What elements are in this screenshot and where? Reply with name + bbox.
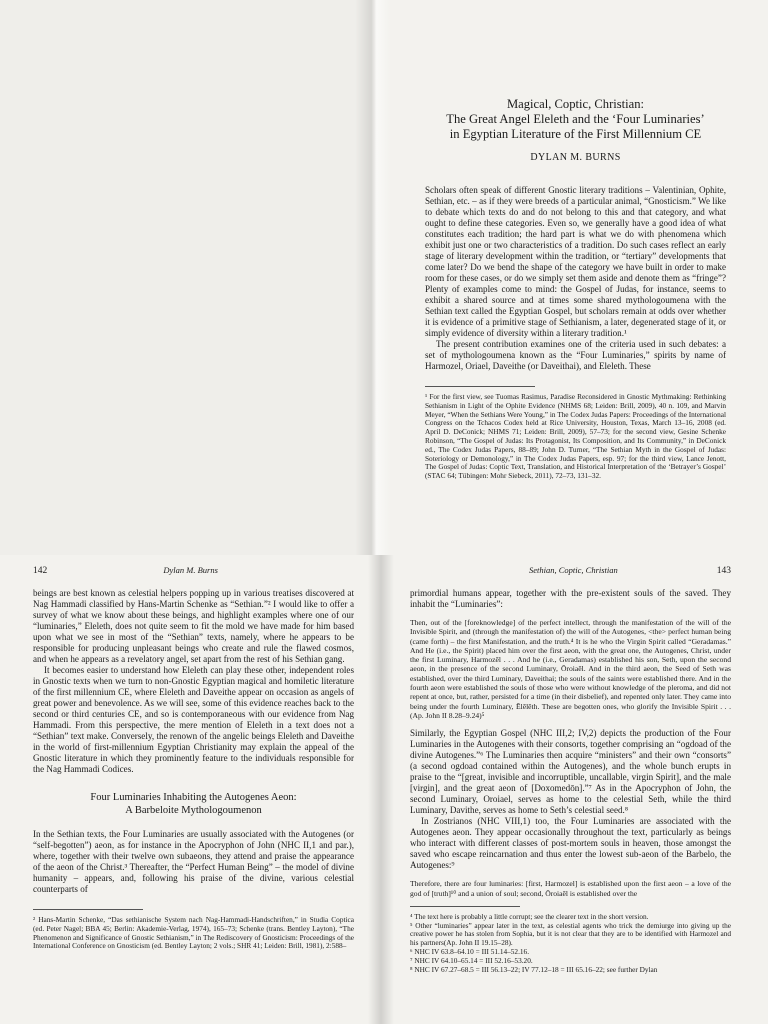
page-number: 143 [716,566,731,576]
footnote: ⁴ The text here is probably a little corrupt; see the clearer text in the short version. [410,911,649,921]
page-number: 142 [33,566,48,576]
running-head [33,565,354,576]
article-title-line-3: in Egyptian Literature of the First Millennium CE [449,127,702,141]
footnote: ⁷ NHC IV 64.10–65.14 = III 52.16–53.20. [410,955,533,965]
section-heading-line-2: A Barbeloite Mythologoumenon [125,805,262,816]
running-head-title: Dylan M. Burns [163,565,218,575]
article-title-line-1: Magical, Coptic, Christian: [506,97,645,111]
footnote-rule [410,906,520,907]
body-paragraph: primordial humans appear, together with the pre-existent souls of the saved. They inhabit the “Luminaries”: [410,588,731,609]
footnote: ⁸ NHC IV 67.27–68.5 = III 56.13–22; IV 77.12–18 = III 65.16–22; see further Dylan [410,964,658,974]
body-paragraph: beings are best known as celestial helpers popping up in various treatises discovered at Nag Hammadi classified by Hans-Martin Schenke as “Sethian.”² I would like to offer a survey of what we know about these beings, and highlight examples where one of our “luminaries,” Eleleth, does not quite seem to fit the mold we have made for him based upon what we see in most of the “Sethian” texts, namely, where he appears to be responsible for producing unpleasant beings who create and rule the flawed cosmos, and when he appears as a revelatory angel, set apart from the rest of his Sethian gang. [33,588,354,664]
block-quote: Then, out of the [foreknowledge] of the perfect intellect, through the manifestation of the will of the Invisible Spirit, and (through the manifestation of) the will of the Autogenes, <the> perfect human being (came forth) – the first Manifestation, and the truth.⁴ It is he who the Virgin Spirit called “Geradamas.” And He (i.e., the Spirit) placed him over the first aeon, with the great one, the Autogenes, Christ, under the first Luminary, Harmozēl . . . And he (i.e., Geradamas) established his son, Seth, upon the second aeon, in the presence of the second Luminary, Ōroiaēl. And in the third aeon, the Seed of Seth was established, over the third Luminary, Daveithai; the souls of the saints were established there. And in the fourth aeon were established the souls of those who were without knowledge of the pleroma, and did not repent at once, but, rather, persisted for a time (in their disbelief), and repented only later. They came into being under the fourth Luminary, Ēlēlēth. These are begotten ones, who glorify the Invisible Spirit . . . (Ap. John II 8.28–9.24)⁵ [410,618,731,720]
body-paragraph: In Zostrianos (NHC VIII,1) too, the Four Luminaries are associated with the Autogenes aeon. They appear occasionally throughout the text, particularly as beings who interact with different classes of post-mortem souls in heaven, those amongst the saved who escape reincarnation and thus enter the lowest sub-aeon of the Barbelo, the Autogenes:⁹ [410,816,731,871]
article-author: DYLAN M. BURNS [530,152,621,163]
body-paragraph: Similarly, the Egyptian Gospel (NHC III,2; IV,2) depicts the production of the Four Luminaries in the Autogenes with their consorts, together comprising an “ogdoad of the divine Autogenes.”⁶ The Luminaries then acquire “ministers” and their own “consorts” (a second ogdoad contained within the Autogenes), and the whole bunch erupts in praise to the “[great, invisible and incorruptible, uncallable, virgin Spirit], and the male [virgin], and the great aeon of [Doxomedōn].”⁷ As in the Apocryphon of John, the second Luminary, Oroiael, serves as home to the celestial Seth, while the third Luminary, Davithe, serves as home to Seth’s celestial seed.⁸ [410,728,731,816]
body-paragraph: The present contribution examines one of the criteria used in such debates: a set of mythologoumena known as the “Four Luminaries,” spirits by name of Harmozel, Oriael, Daveithe (or Daveithai), and Eleleth. These [425,339,726,371]
article-title-line-2: The Great Angel Eleleth and the ‘Four Luminaries’ [446,112,705,126]
footnote: ⁵ Other “luminaries” appear later in the text, as celestial agents who trick the demiurge into giving up the creative power he has stolen from Sophia, but it is not clear that they are to be identified with Harmozel and his partners(Ap. John II 19.15–28). [410,920,731,948]
article-first-page [375,0,768,555]
footnote-rule [425,386,535,387]
page-142 [0,555,378,1024]
section-heading-line-1: Four Luminaries Inhabiting the Autogenes Aeon: [90,792,297,803]
body-paragraph: It becomes easier to understand how Eleleth can play these other, independent roles in Gnostic texts when we turn to non-Gnostic Egyptian magical and homiletic literature of the first millennium CE, where Eleleth and Daveithe appear on occasion as angels of great power and benevolence. As we will see, some of this evidence reaches back to the second or third centuries CE, and so is contemporaneous with our evidence from Nag Hammadi. From this perspective, the mere mention of Eleleth in a text does not a “Sethian” text make. Conversely, the renown of the angelic beings Eleleth and Daveithe in the world of first-millennium Egyptian Christianity may explain the appeal of the Gnostic literature in which they prominently feature to the individuals responsible for the Nag Hammadi Codices. [33,665,354,774]
footnote-rule [33,909,143,910]
running-head-title: Sethian, Coptic, Christian [528,565,618,575]
running-head [410,565,731,576]
section-heading [33,791,354,817]
footnote: ² Hans-Martin Schenke, “Das sethianische System nach Nag-Hammadi-Handschriften,” in Studia Coptica (ed. Peter Nagel; BBA 45; Berlin: Akademie-Verlag, 1974), 165–73; Schenke (trans. Bentley Layton), “The Phenomenon and Significance of Gnostic Sethianism,” in The Rediscovery of Gnosticism: Proceedings of the International Conference on Gnosticism (ed. Bentley Layton; 2 vols.; SHR 41; Leiden: Brill, 1981), 2:588– [33,915,354,951]
footnote: ¹ For the first view, see Tuomas Rasimus, Paradise Reconsidered in Gnostic Mythmaking: Rethinking Sethianism in Light of the Ophite Evidence (NHMS 68; Leiden: Brill, 2009), 40 n. 109, and Marvin Meyer, “When the Sethians Were Young,” in The Codex Judas Papers: Proceedings of the International Congress on the Tchacos Codex held at Rice University, Houston, Texas, March 13–16, 2008 (ed. April D. DeConick; NHMS 71; Leiden: Brill, 2009), 57–73; for the second view, Gesine Schenke Robinson, “The Gospel of Judas: Its Protagonist, Its Composition, and Its Community,” in DeConick ed., The Codex Judas Papers, 88–89; John D. Turner, “The Sethian Myth in the Gospel of Judas: Soteriology or Demonology,” in The Codex Judas Papers, esp. 97; for the third view, Lance Jenott, The Gospel of Judas: Coptic Text, Translation, and Historical Interpretation of the ‘Betrayer’s Gospel’ (STAC 64; Tübingen: Mohr Siebeck, 2011), 72–73, 131–32. [425,392,726,481]
blank-page-top-left [0,0,375,555]
body-paragraph: Scholars often speak of different Gnostic literary traditions – Valentinian, Ophite, Sethian, etc. – as if they were breeds of a particular animal, “Gnosticism.” We like to debate which texts do and do not belong to this and that category, and what ought to define these categories. Even so, we generally have a good idea of what constitutes each tradition; the hard part is what we do with phenomena which exhibit just one or two characteristics of a tradition. Do such cases reflect an early stage of literary development within the tradition, or “tertiary” developments that come later? Do we bend the shape of the category we have built in order to make room for these cases, or do we simply set them aside and denote them as “fringe”? Plenty of examples come to mind: the Gospel of Judas, for instance, seems to exhibit a shared source and at times some shared mythologoumena with the Sethian text called the Egyptian Gospel, but scholars remain at odds over whether it is evidence of a primitive stage of Sethianism, a later, degenerated stage of it, or simply evidence of diversity within a literary tradition.¹ [425,185,726,338]
block-quote: Therefore, there are four luminaries: [first, Harmozel] is established upon the first aeon – a love of the god of [truth]¹⁰ and a union of soul; second, Ōroiaēl is established over the [410,879,731,898]
footnote: ⁶ NHC IV 63.8–64.10 = III 51.14–52.16. [410,947,530,957]
page-143 [378,555,768,1024]
body-paragraph: In the Sethian texts, the Four Luminaries are usually associated with the Autogenes (or “self-begotten”) aeon, as for instance in the Apocryphon of John (NHC II,1 and par.), where, together with their twelve own subaeons, they attend and praise the appearance of the aeon of the Christ.³ Thereafter, the “Perfect Human Being” – the model of divine humanity – appears, and, following his praise of the divine, various celestial counterparts of [33,829,354,894]
